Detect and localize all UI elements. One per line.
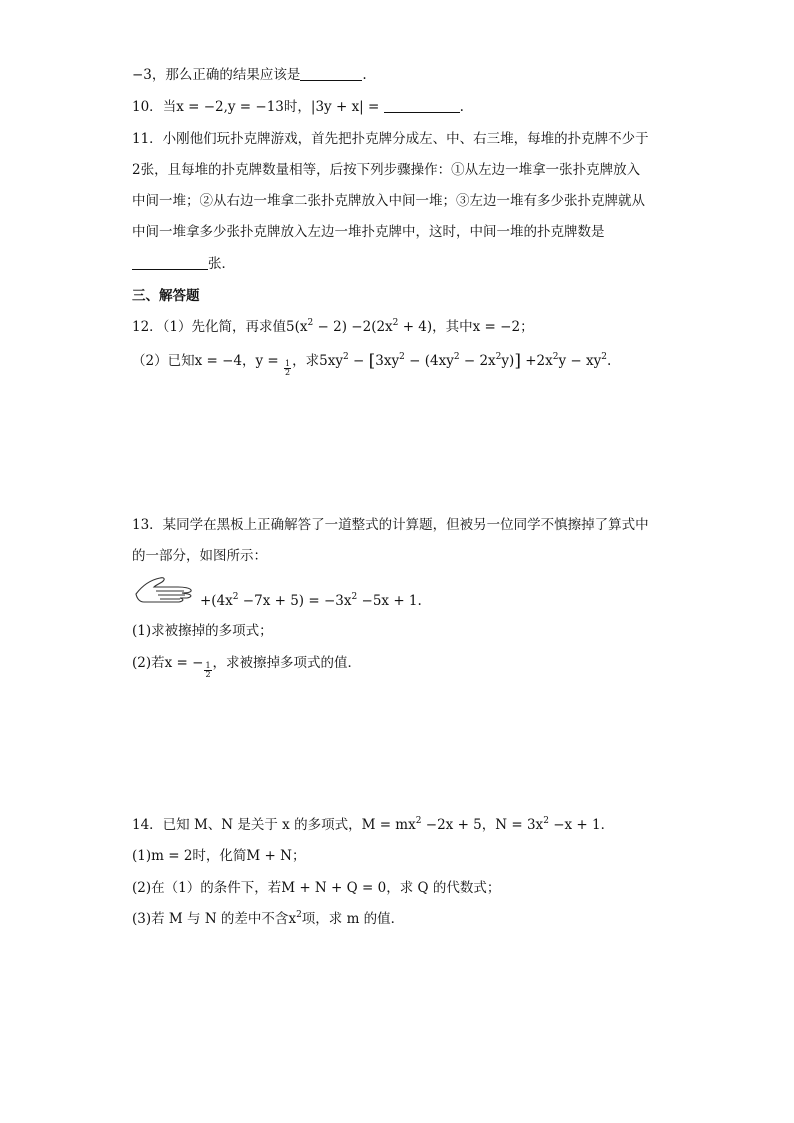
question-11-line-1: 11．小刚他们玩扑克牌游戏，首先把扑克牌分成左、中、右三堆，每堆的扑克牌不少于 — [132, 131, 649, 147]
question-10: 10．当x = −2,y = −13时，|3y + x| = . — [132, 99, 464, 115]
question-11-line-5: 张． — [132, 255, 235, 273]
section-title: 三、解答题 — [132, 288, 200, 304]
question-11-line-3: 中间一堆；②从右边一堆拿二张扑克牌放入中间一堆；③左边一堆有多少张扑克牌就从 — [132, 193, 645, 209]
question-14-line-1: 14．已知 M、N 是关于 x 的多项式，$M = mx^2 -2x + 5$，$N = 3x^2 -x + 1$． — [132, 816, 615, 833]
question-13-equation: $+(4x^2 -7x + 5) = -3x^2 -5x + 1$. — [200, 592, 422, 609]
question-12-part-1: 12．（1）先化简，再求值$5(x^2 - 2) -2(2x^2 + 4)$，其中x = −2； — [132, 318, 534, 335]
question-13-sub-1: (1)求被擦掉的多项式； — [132, 623, 273, 639]
question-14-sub-1: (1)m = 2时，化简M + N； — [132, 848, 306, 864]
fraction-one-half: $\frac{1}{2}$ — [205, 661, 211, 679]
question-13-line-2: 的一部分，如图所示： — [132, 548, 267, 564]
hand-eraser-icon — [132, 574, 194, 604]
question-12-part-2: （2）已知x = −4，y = $\frac{1}{2}$ ，求$5xy^2 - [3xy^2 - (4xy^2 - 2x^2y)] +2x^2y - xy^2$. — [132, 351, 612, 377]
fraction-one-half: $\frac{1}{2}$ — [285, 359, 291, 377]
q9-continuation: −3，那么正确的结果应该是 . — [132, 67, 367, 83]
question-11-line-4: 中间一堆拿多少张扑克牌放入左边一堆扑克牌中，这时，中间一堆的扑克牌数是 — [132, 224, 605, 240]
question-13-line-1: 13．某同学在黑板上正确解答了一道整式的计算题，但被另一位同学不慎擦掉了算式中 — [132, 517, 649, 533]
answer-blank — [132, 256, 208, 270]
answer-blank — [300, 67, 362, 81]
question-14-sub-3: (3)若 M 与 N 的差中不含$x^2$项，求 m 的值． — [132, 910, 405, 927]
answer-blank — [384, 99, 460, 113]
question-14-sub-2: (2)在（1）的条件下，若M + N + Q = 0，求 Q 的代数式； — [132, 880, 501, 896]
question-11-line-2: 2张，且每堆的扑克牌数量相等，后按下列步骤操作：①从左边一堆拿一张扑克牌放入 — [132, 162, 641, 178]
question-13-sub-2: (2)若x = − $\frac{1}{2}$ ，求被擦掉多项式的值． — [132, 655, 362, 679]
